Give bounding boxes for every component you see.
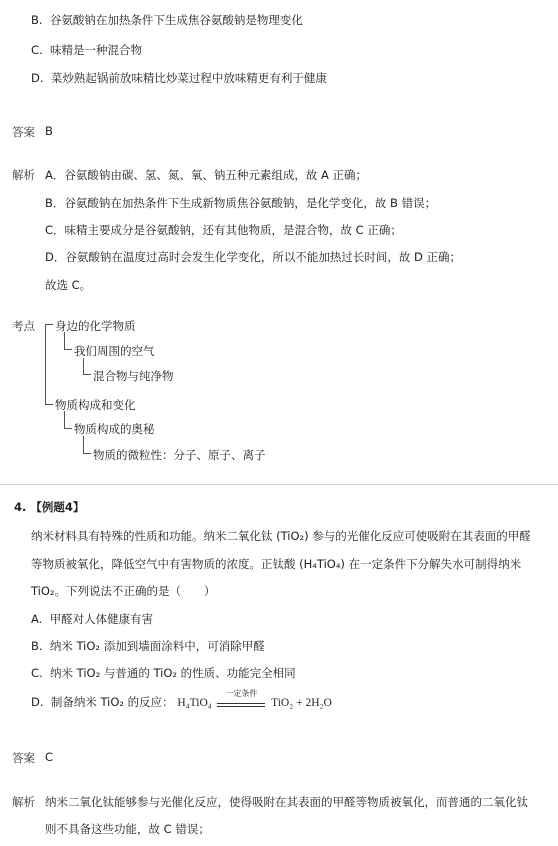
option-letter: D. xyxy=(31,71,44,85)
option-letter: D. xyxy=(31,695,44,709)
reactant-formula: H₄TiO₄ xyxy=(177,697,212,709)
analysis-line: C．味精主要成分是谷氨酸钠，还有其他物质，是混合物，故 C 正确； xyxy=(45,223,402,237)
option-letter: C. xyxy=(31,666,43,680)
question-tag: 【例题4】 xyxy=(30,500,85,514)
tree-node: 我们周围的空气 xyxy=(74,344,155,358)
tree-node: 混合物与纯净物 xyxy=(93,369,174,383)
section-divider xyxy=(0,484,558,485)
option-text: 制备纳米 TiO₂ 的反应： xyxy=(50,695,174,709)
answer-value: C xyxy=(45,750,54,764)
tree-node: 物质构成的奥秘 xyxy=(74,422,155,436)
answer-label: 答案 xyxy=(12,751,35,765)
option-text: 甲醛对人体健康有害 xyxy=(49,612,154,626)
question-number: 4. xyxy=(14,500,27,514)
option-text: 谷氨酸钠在加热条件下生成焦谷氨酸钠是物理变化 xyxy=(49,13,303,27)
tree-connector xyxy=(83,453,91,454)
option-d xyxy=(31,688,332,710)
tree-connector xyxy=(64,332,65,350)
answer-label: 答案 xyxy=(12,125,35,139)
option-text: 纳米 TiO₂ 与普通的 TiO₂ 的性质、功能完全相同 xyxy=(50,666,296,680)
tree-node: 身边的化学物质 xyxy=(55,319,136,333)
tree-connector xyxy=(45,324,53,325)
tree-connector xyxy=(83,374,91,375)
question-header xyxy=(14,499,84,515)
option-d xyxy=(31,70,327,86)
tree-connector xyxy=(64,411,65,428)
tree-connector xyxy=(83,436,84,453)
reaction-arrow xyxy=(217,688,265,710)
analysis-label: 解析 xyxy=(12,795,35,809)
option-b xyxy=(31,12,303,28)
tree-connector xyxy=(83,358,84,374)
product-formula: TiO₂ + 2H₂O xyxy=(271,697,332,709)
tree-node: 物质的微粒性：分子、原子、离子 xyxy=(93,448,266,462)
analysis-line: 则不具备这些功能，故 C 错误； xyxy=(45,822,210,836)
tree-connector xyxy=(64,349,72,350)
option-c xyxy=(31,42,142,58)
reaction-condition: 一定条件 xyxy=(225,688,258,698)
analysis-line: B．谷氨酸钠在加热条件下生成新物质焦谷氨酸钠，是化学变化，故 B 错误； xyxy=(45,196,437,210)
analysis-label: 解析 xyxy=(12,168,35,182)
analysis-line: D．谷氨酸钠在温度过高时会发生化学变化，所以不能加热过长时间，故 D 正确； xyxy=(45,250,462,264)
tree-connector xyxy=(45,324,46,404)
option-c xyxy=(31,665,296,681)
analysis-line: A．谷氨酸钠由碳、氢、氮、氧、钠五种元素组成，故 A 正确； xyxy=(45,168,368,182)
tree-connector xyxy=(64,428,72,429)
option-text: 菜炒熟起锅前放味精比炒菜过程中放味精更有利于健康 xyxy=(50,71,327,85)
question-stem-line: TiO₂。下列说法不正确的是（ ） xyxy=(31,584,216,598)
option-letter: C. xyxy=(31,43,43,57)
option-b xyxy=(31,638,265,654)
option-letter: B. xyxy=(31,13,43,27)
option-letter: A. xyxy=(31,612,43,626)
answer-value: B xyxy=(45,124,53,138)
question-stem-line: 纳米材料具有特殊的性质和功能。纳米二氧化钛 (TiO₂) 参与的光催化反应可使吸附在其表面的甲醛 xyxy=(31,529,531,543)
kaodian-label: 考点 xyxy=(12,319,35,333)
question-stem-line: 等物质被氧化，降低空气中有害物质的浓度。正钛酸 (H₄TiO₄) 在一定条件下分解失水可制得纳米 xyxy=(31,557,522,571)
tree-node: 物质构成和变化 xyxy=(55,398,136,412)
option-letter: B. xyxy=(31,639,43,653)
analysis-line: 纳米二氧化钛能够参与光催化反应，使得吸附在其表面的甲醛等物质被氧化，而普通的二氧化钛 xyxy=(45,795,528,809)
option-a xyxy=(31,611,153,627)
option-text: 纳米 TiO₂ 添加到墙面涂料中，可消除甲醛 xyxy=(49,639,265,653)
option-text: 味精是一种混合物 xyxy=(50,43,142,57)
tree-connector xyxy=(45,404,53,405)
analysis-line: 故选 C。 xyxy=(45,278,92,292)
